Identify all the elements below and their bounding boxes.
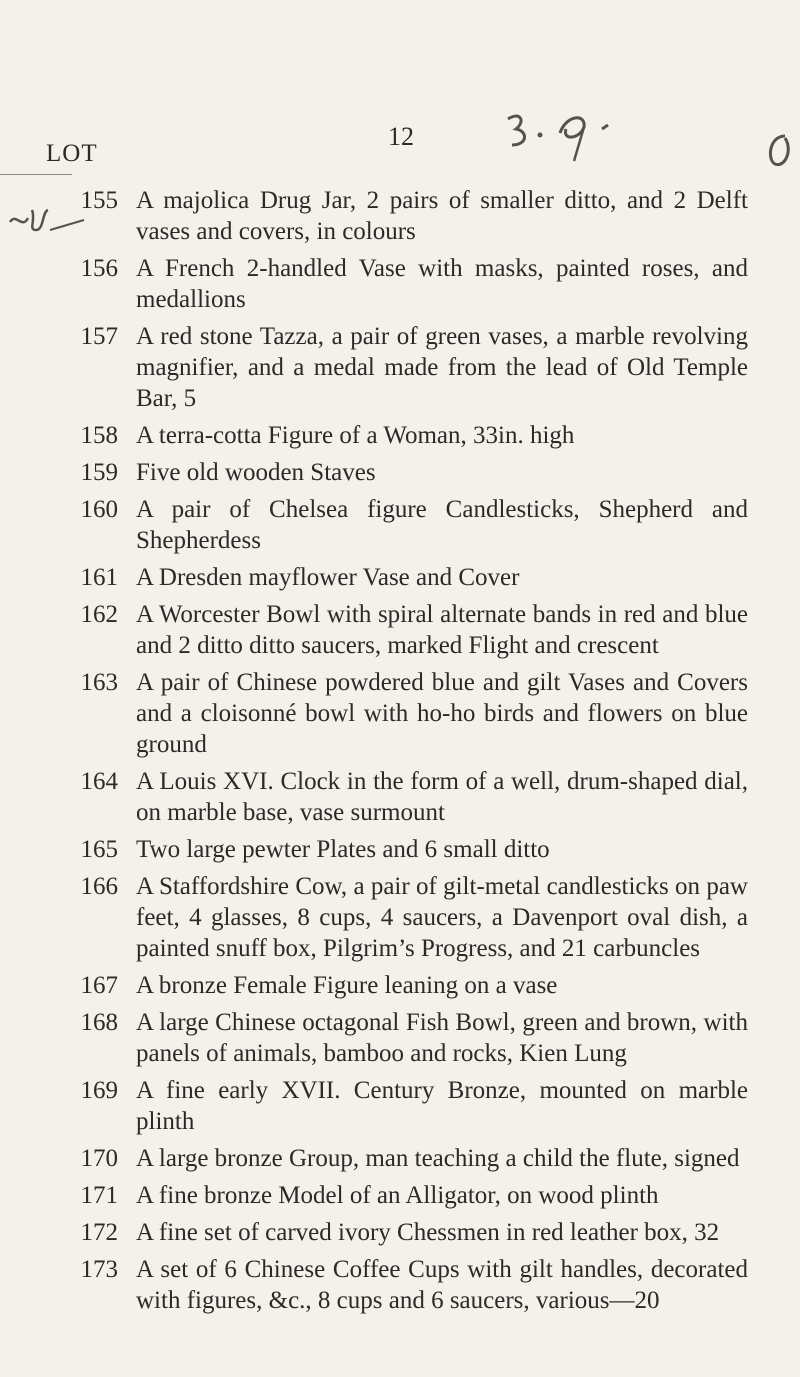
lot-number: 170 xyxy=(80,1145,118,1172)
lot-description: A pair of Chinese powdered blue and gilt Vases and Covers and a cloisonné bowl with ho-ho birds and flowers on blue ground xyxy=(136,669,748,758)
lot-number: 167 xyxy=(80,972,118,999)
lot-description: A French 2-handled Vase with masks, painted roses, and medallions xyxy=(136,255,748,313)
lot-entry xyxy=(0,321,800,414)
lot-number: 169 xyxy=(80,1077,118,1104)
lot-entry xyxy=(0,253,800,315)
lot-description: A Staffordshire Cow, a pair of gilt-metal candlesticks on paw feet, 4 glasses, 8 cups, 4 saucers, a Davenport oval dish, a painted snuff box, Pilgrim’s Progress, and 21 carbuncles xyxy=(136,873,748,962)
lot-number: 163 xyxy=(80,669,118,696)
handwritten-price-mark xyxy=(500,105,620,165)
lot-number: 164 xyxy=(80,768,118,795)
lot-description: A large bronze Group, man teaching a child the flute, signed xyxy=(136,1145,740,1172)
lot-number: 160 xyxy=(80,496,118,523)
lot-description: A terra-cotta Figure of a Woman, 33in. high xyxy=(136,422,575,449)
lot-number: 155 xyxy=(80,187,118,214)
lot-number: 157 xyxy=(80,323,118,350)
lot-description: A majolica Drug Jar, 2 pairs of smaller ditto, and 2 Delft vases and covers, in colours xyxy=(136,187,748,245)
lot-description: A large Chinese octagonal Fish Bowl, green and brown, with panels of animals, bamboo and rocks, Kien Lung xyxy=(136,1009,748,1067)
lot-number: 168 xyxy=(80,1009,118,1036)
lot-description: A pair of Chelsea figure Candlesticks, Shepherd and Shepherdess xyxy=(136,496,748,554)
lot-entry xyxy=(0,562,800,593)
lot-column-header: LOT xyxy=(46,140,98,167)
header-rule xyxy=(0,174,72,175)
lot-description: A fine bronze Model of an Alligator, on wood plinth xyxy=(136,1182,659,1209)
lot-number: 156 xyxy=(80,255,118,282)
lot-number: 159 xyxy=(80,459,118,486)
lot-number: 162 xyxy=(80,601,118,628)
lot-description: A bronze Female Figure leaning on a vase xyxy=(136,972,558,999)
page-number: 12 xyxy=(388,122,414,151)
lot-entry xyxy=(0,1143,800,1174)
lot-entry xyxy=(0,1254,800,1316)
handwritten-circle-mark xyxy=(765,130,795,170)
lot-number: 171 xyxy=(80,1182,118,1209)
lot-entry xyxy=(0,871,800,964)
lot-description: A Louis XVI. Clock in the form of a well, drum-shaped dial, on marble base, vase surmount xyxy=(136,768,748,826)
lot-entry xyxy=(0,1075,800,1137)
lot-description: A Dresden mayflower Vase and Cover xyxy=(136,564,520,591)
lot-entry xyxy=(0,1180,800,1211)
lot-description: Two large pewter Plates and 6 small ditto xyxy=(136,836,550,863)
lot-entry xyxy=(0,420,800,451)
lot-list xyxy=(0,185,800,1322)
lot-description: Five old wooden Staves xyxy=(136,459,376,486)
lot-description: A Worcester Bowl with spiral alternate bands in red and blue and 2 ditto ditto saucers, marked Flight and crescent xyxy=(136,601,748,659)
lot-number: 158 xyxy=(80,422,118,449)
lot-number: 166 xyxy=(80,873,118,900)
lot-entry xyxy=(0,1217,800,1248)
lot-number: 173 xyxy=(80,1256,118,1283)
lot-description: A set of 6 Chinese Coffee Cups with gilt handles, decorated with figures, &c., 8 cups and 6 saucers, various—20 xyxy=(136,1256,748,1314)
lot-description: A fine early XVII. Century Bronze, mounted on marble plinth xyxy=(136,1077,748,1135)
lot-entry xyxy=(0,970,800,1001)
lot-entry xyxy=(0,834,800,865)
lot-entry xyxy=(0,667,800,760)
lot-entry xyxy=(0,1007,800,1069)
lot-number: 172 xyxy=(80,1219,118,1246)
lot-entry xyxy=(0,494,800,556)
lot-number: 165 xyxy=(80,836,118,863)
lot-entry xyxy=(0,766,800,828)
lot-entry xyxy=(0,599,800,661)
lot-description: A red stone Tazza, a pair of green vases, a marble revolving magnifier, and a medal made from the lead of Old Temple Bar, 5 xyxy=(136,323,748,412)
lot-entry xyxy=(0,457,800,488)
lot-number: 161 xyxy=(80,564,118,591)
lot-description: A fine set of carved ivory Chessmen in red leather box, 32 xyxy=(136,1219,720,1246)
lot-entry xyxy=(0,185,800,247)
